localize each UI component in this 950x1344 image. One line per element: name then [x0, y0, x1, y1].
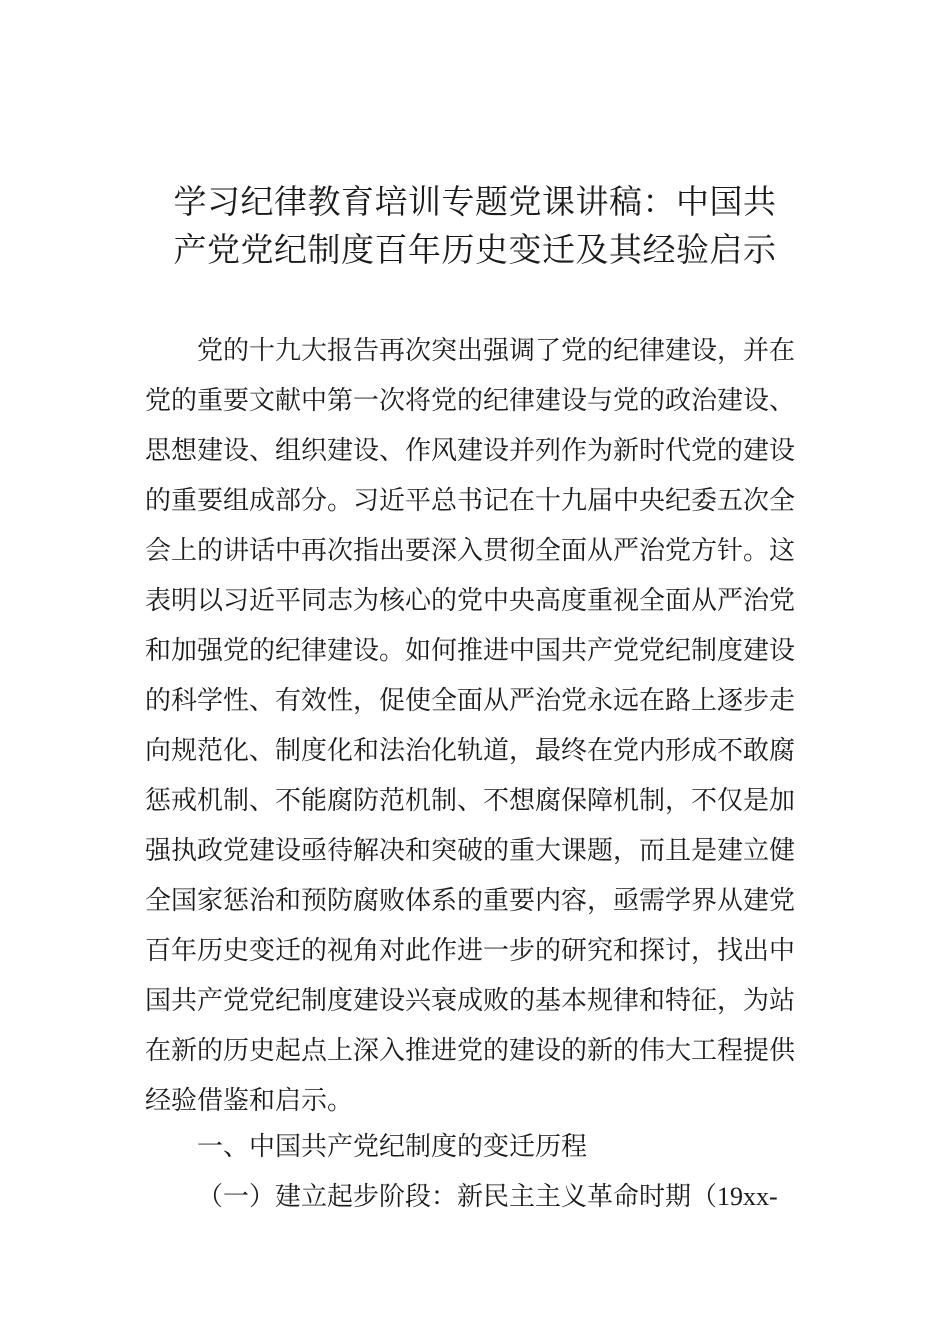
section-heading: 一、中国共产党纪制度的变迁历程	[197, 1132, 588, 1162]
title-line-2: 产党党纪制度百年历史变迁及其经验启示	[173, 230, 777, 269]
document-title	[145, 178, 805, 274]
paragraph-line: 经验借鉴和启示。	[145, 1086, 354, 1116]
paragraph-line: 在新的历史起点上深入推进党的建设的新的伟大工程提供	[145, 1036, 796, 1066]
paragraph-line: 百年历史变迁的视角对此作进一步的研究和探讨，找出中	[145, 936, 796, 966]
paragraph-line: 的重要组成部分。习近平总书记在十九届中央纪委五次全	[145, 486, 796, 516]
paragraph-line: 惩戒机制、不能腐防范机制、不想腐保障机制，不仅是加	[145, 786, 796, 816]
subsection-heading-year: 19xx-	[717, 1182, 778, 1211]
paragraph-line: 会上的讲话中再次指出要深入贯彻全面从严治党方针。这	[145, 536, 796, 566]
paragraph-line: 党的十九大报告再次突出强调了党的纪律建设，并在	[197, 336, 796, 366]
paragraph-line: 全国家惩治和预防腐败体系的重要内容，亟需学界从建党	[145, 886, 796, 916]
paragraph-line: 的科学性、有效性，促使全面从严治党永远在路上逐步走	[145, 686, 796, 716]
paragraph-line: 党的重要文献中第一次将党的纪律建设与党的政治建设、	[145, 386, 796, 416]
paragraph-line: 国共产党党纪制度建设兴衰成败的基本规律和特征，为站	[145, 986, 796, 1016]
title-line-1: 学习纪律教育培训专题党课讲稿：中国共	[173, 182, 777, 221]
paragraph-line: 和加强党的纪律建设。如何推进中国共产党党纪制度建设	[145, 636, 796, 666]
paragraph-line: 表明以习近平同志为核心的党中央高度重视全面从严治党	[145, 586, 796, 616]
intro-paragraph	[145, 326, 805, 1126]
subsection-heading	[197, 1172, 778, 1222]
subsection-heading-text: （一）建立起步阶段：新民主主义革命时期（	[197, 1182, 718, 1212]
paragraph-line: 向规范化、制度化和法治化轨道，最终在党内形成不敢腐	[145, 736, 796, 766]
paragraph-line: 思想建设、组织建设、作风建设并列作为新时代党的建设	[145, 436, 796, 466]
paragraph-line: 强执政党建设亟待解决和突破的重大课题，而且是建立健	[145, 836, 796, 866]
